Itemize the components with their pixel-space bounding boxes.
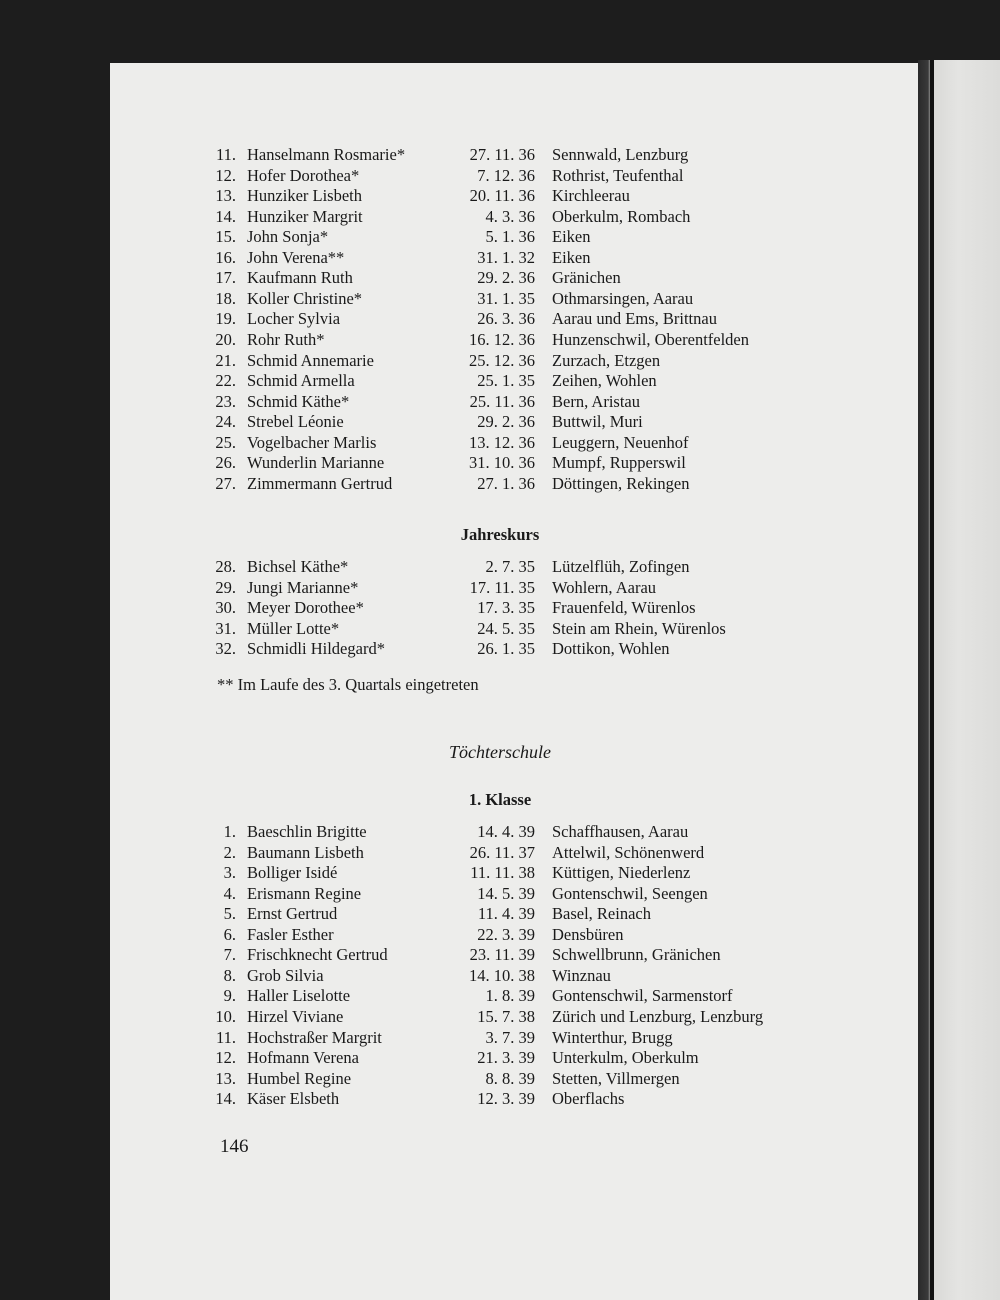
list-row [0, 145, 1000, 166]
list-row [0, 904, 1000, 925]
list-row [0, 986, 1000, 1007]
list-row [0, 1007, 1000, 1028]
row-name: Schmid Annemarie [247, 350, 374, 370]
row-num: 9. [223, 986, 236, 1006]
row-num: 11. [215, 145, 236, 164]
row-num: 25. [215, 432, 236, 452]
row-date: 25. 1. 35 [477, 371, 535, 391]
row-num: 21. [215, 350, 236, 370]
row-date: 14. 10. 38 [469, 965, 535, 985]
row-date: 14. 4. 39 [477, 822, 535, 841]
row-name: Humbel Regine [247, 1068, 352, 1088]
row-name: Koller Christine* [247, 288, 363, 308]
list-row [0, 166, 1000, 187]
row-place: Hunzenschwil, Oberentfelden [552, 330, 750, 350]
row-num: 11. [215, 1027, 236, 1047]
jahreskurs-heading: Jahreskurs [460, 525, 540, 544]
row-num: 30. [215, 598, 236, 617]
row-name: Grob Silvia [247, 965, 324, 985]
toechterschule-heading: Töchterschule [449, 742, 551, 762]
row-num: 18. [215, 288, 236, 308]
row-num: 14. [215, 1089, 236, 1109]
list-row [0, 268, 1000, 289]
row-date: 14. 5. 39 [477, 883, 535, 903]
row-name: Frischknecht Gertrud [247, 945, 388, 965]
row-place: Gontenschwil, Seengen [552, 883, 708, 903]
row-date: 31. 1. 32 [477, 247, 535, 267]
row-num: 31. [215, 618, 236, 638]
row-date: 7. 12. 36 [477, 165, 535, 185]
row-date: 11. 4. 39 [477, 904, 535, 924]
row-date: 23. 11. 39 [469, 945, 535, 965]
row-num: 7. [223, 945, 236, 965]
row-place: Gränichen [552, 268, 621, 288]
row-place: Stetten, Villmergen [552, 1068, 680, 1088]
list-row [0, 392, 1000, 413]
list-row [0, 1069, 1000, 1090]
row-name: Müller Lotte* [247, 618, 340, 638]
row-place: Lützelflüh, Zofingen [552, 557, 690, 576]
row-date: 26. 11. 37 [469, 842, 535, 862]
row-name: Bolliger Isidé [247, 863, 338, 883]
row-num: 22. [215, 371, 236, 391]
list-row [0, 371, 1000, 392]
row-name: Hofer Dorothea* [247, 165, 360, 185]
row-num: 20. [215, 330, 236, 350]
row-place: Oberflachs [552, 1089, 625, 1109]
row-date: 27. 1. 36 [477, 473, 535, 493]
list-row [0, 474, 1000, 495]
list-row [0, 330, 1000, 351]
row-place: Sennwald, Lenzburg [552, 145, 689, 164]
list-row [0, 1089, 1000, 1110]
row-name: Haller Liselotte [247, 986, 351, 1006]
list-row [0, 412, 1000, 433]
row-name: Hofmann Verena [247, 1048, 359, 1068]
row-date: 5. 1. 36 [485, 227, 535, 247]
row-num: 5. [223, 904, 236, 924]
row-place: Kirchleerau [552, 186, 630, 206]
row-name: Wunderlin Marianne [247, 453, 385, 473]
row-name: Schmid Käthe* [247, 391, 350, 411]
list-row [0, 1048, 1000, 1069]
row-date: 24. 5. 35 [477, 618, 535, 638]
row-name: John Verena** [247, 247, 345, 267]
list-row [0, 843, 1000, 864]
list-row [0, 1028, 1000, 1049]
row-place: Rothrist, Teufenthal [552, 165, 684, 185]
list-row [0, 598, 1000, 619]
row-date: 27. 11. 36 [469, 145, 535, 164]
row-num: 3. [223, 863, 236, 883]
row-place: Eiken [552, 227, 591, 247]
row-name: Meyer Dorothee* [247, 598, 364, 617]
row-place: Winznau [552, 965, 611, 985]
row-name: Vogelbacher Marlis [247, 432, 377, 452]
row-num: 32. [215, 639, 236, 658]
row-num: 2. [223, 842, 236, 862]
row-num: 27. [215, 473, 236, 493]
row-name: Hochstraßer Margrit [247, 1027, 382, 1047]
row-name: Fasler Esther [247, 924, 334, 944]
row-num: 14. [215, 206, 236, 226]
row-name: Locher Sylvia [247, 309, 341, 329]
row-place: Wohlern, Aarau [552, 577, 657, 597]
list-row [0, 925, 1000, 946]
row-place: Frauenfeld, Würenlos [552, 598, 696, 617]
list-row [0, 639, 1000, 660]
row-date: 29. 2. 36 [477, 412, 535, 432]
row-name: Hirzel Viviane [247, 1007, 344, 1027]
row-place: Bern, Aristau [552, 391, 640, 411]
row-num: 13. [215, 186, 236, 206]
list-row [0, 557, 1000, 578]
row-date: 29. 2. 36 [477, 268, 535, 288]
row-num: 28. [215, 557, 236, 576]
row-num: 26. [215, 453, 236, 473]
row-date: 31. 1. 35 [477, 288, 535, 308]
row-date: 3. 7. 39 [485, 1027, 535, 1047]
row-place: Mumpf, Rupperswil [552, 453, 686, 473]
klasse-heading: 1. Klasse [468, 790, 532, 809]
list-row [0, 453, 1000, 474]
row-place: Schaffhausen, Aarau [552, 822, 689, 841]
list-row [0, 822, 1000, 843]
row-name: Erismann Regine [247, 883, 362, 903]
row-date: 26. 1. 35 [477, 639, 535, 658]
row-place: Schwellbrunn, Gränichen [552, 945, 721, 965]
row-date: 16. 12. 36 [469, 330, 535, 350]
row-num: 12. [215, 1048, 236, 1068]
row-num: 13. [215, 1068, 236, 1088]
row-date: 15. 7. 38 [477, 1007, 535, 1027]
list-row [0, 309, 1000, 330]
row-date: 17. 3. 35 [477, 598, 535, 617]
row-name: Käser Elsbeth [247, 1089, 340, 1109]
row-place: Densbüren [552, 924, 624, 944]
row-num: 17. [215, 268, 236, 288]
row-place: Oberkulm, Rombach [552, 206, 691, 226]
row-num: 12. [215, 165, 236, 185]
row-num: 23. [215, 391, 236, 411]
row-place: Döttingen, Rekingen [552, 473, 690, 493]
list-row [0, 186, 1000, 207]
row-date: 31. 10. 36 [469, 453, 535, 473]
row-place: Zurzach, Etzgen [552, 350, 661, 370]
row-place: Eiken [552, 247, 591, 267]
list-row [0, 966, 1000, 987]
row-place: Dottikon, Wohlen [552, 639, 670, 658]
list-row [0, 578, 1000, 599]
row-num: 24. [215, 412, 236, 432]
row-place: Zeihen, Wohlen [552, 371, 657, 391]
list-row [0, 248, 1000, 269]
list-row [0, 227, 1000, 248]
row-date: 13. 12. 36 [469, 432, 535, 452]
row-place: Aarau und Ems, Brittnau [552, 309, 717, 329]
row-name: Schmidli Hildegard* [247, 639, 385, 658]
row-place: Unterkulm, Oberkulm [552, 1048, 699, 1068]
row-name: Rohr Ruth* [247, 330, 325, 350]
list-row [0, 863, 1000, 884]
row-num: 15. [215, 227, 236, 247]
row-place: Buttwil, Muri [552, 412, 643, 432]
row-place: Küttigen, Niederlenz [552, 863, 691, 883]
row-num: 16. [215, 247, 236, 267]
row-name: John Sonja* [247, 227, 329, 247]
row-name: Baeschlin Brigitte [247, 822, 367, 841]
list-row [0, 207, 1000, 228]
row-num: 6. [223, 924, 236, 944]
row-date: 21. 3. 39 [477, 1048, 535, 1068]
list-row [0, 884, 1000, 905]
list-row [0, 351, 1000, 372]
row-name: Strebel Léonie [247, 412, 344, 432]
row-name: Ernst Gertrud [247, 904, 338, 924]
row-name: Hunziker Lisbeth [247, 186, 363, 206]
row-date: 22. 3. 39 [477, 924, 535, 944]
row-place: Leuggern, Neuenhof [552, 432, 689, 452]
row-name: Jungi Marianne* [247, 577, 359, 597]
row-date: 25. 11. 36 [469, 391, 535, 411]
row-place: Winterthur, Brugg [552, 1027, 673, 1047]
row-num: 29. [215, 577, 236, 597]
row-name: Hunziker Margrit [247, 206, 363, 226]
list-row [0, 433, 1000, 454]
row-num: 19. [215, 309, 236, 329]
row-name: Zimmermann Gertrud [247, 473, 393, 493]
row-date: 26. 3. 36 [477, 309, 535, 329]
row-name: Schmid Armella [247, 371, 355, 391]
row-name: Bichsel Käthe* [247, 557, 349, 576]
list-row [0, 945, 1000, 966]
row-name: Kaufmann Ruth [247, 268, 353, 288]
row-place: Attelwil, Schönenwerd [552, 842, 705, 862]
row-date: 1. 8. 39 [485, 986, 535, 1006]
page-number: 146 [220, 1136, 249, 1157]
row-date: 4. 3. 36 [485, 206, 535, 226]
row-date: 8. 8. 39 [485, 1068, 535, 1088]
row-num: 1. [223, 822, 236, 841]
row-place: Othmarsingen, Aarau [552, 288, 694, 308]
row-num: 8. [223, 965, 236, 985]
list-row [0, 619, 1000, 640]
footnote: ** Im Laufe des 3. Quartals eingetreten [217, 675, 479, 694]
row-name: Hanselmann Rosmarie* [247, 145, 406, 164]
row-date: 11. 11. 38 [470, 863, 535, 883]
row-num: 10. [215, 1007, 236, 1027]
row-place: Stein am Rhein, Würenlos [552, 618, 726, 638]
row-place: Zürich und Lenzburg, Lenzburg [552, 1007, 764, 1027]
row-place: Basel, Reinach [552, 904, 651, 924]
row-date: 20. 11. 36 [469, 186, 535, 206]
list-row [0, 289, 1000, 310]
row-date: 12. 3. 39 [477, 1089, 535, 1109]
row-num: 4. [223, 883, 236, 903]
row-date: 25. 12. 36 [469, 350, 535, 370]
row-date: 2. 7. 35 [485, 557, 535, 576]
row-place: Gontenschwil, Sarmenstorf [552, 986, 733, 1006]
row-name: Baumann Lisbeth [247, 842, 364, 862]
row-date: 17. 11. 35 [469, 577, 535, 597]
